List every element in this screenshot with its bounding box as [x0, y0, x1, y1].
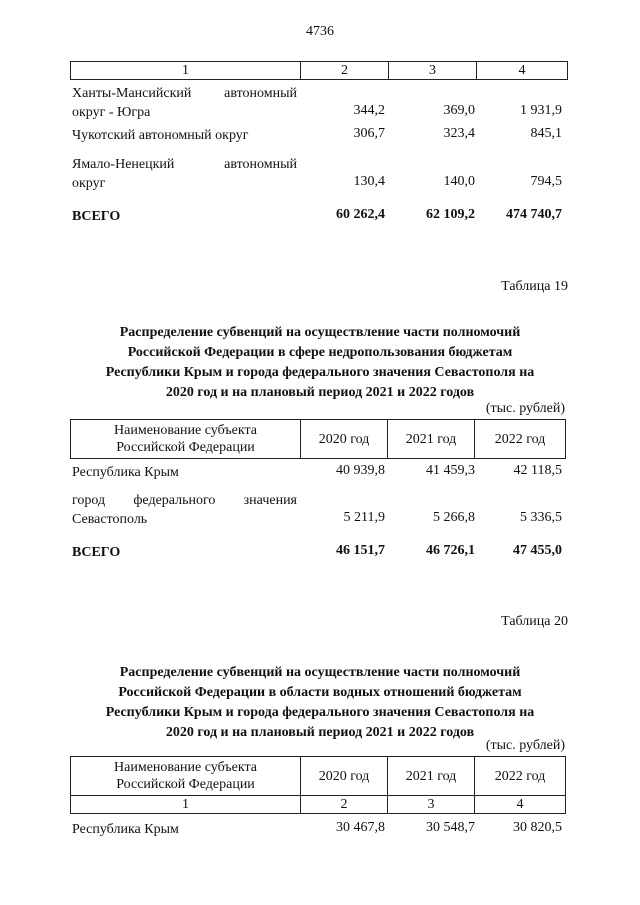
header-2021: 2021 год [388, 757, 475, 796]
table-20-header [70, 756, 566, 814]
value-2022: 1 931,9 [520, 103, 562, 118]
col-number-1: 1 [71, 62, 301, 80]
col-number-4: 4 [477, 62, 568, 80]
title-line: Республики Крым и города федерального значения Севастополя на [105, 365, 535, 380]
title-line: Республики Крым и города федерального значения Севастополя на [105, 705, 535, 720]
header-2022: 2022 год [475, 757, 566, 796]
total-row [70, 543, 565, 563]
total-row [70, 207, 565, 227]
total-2021: 46 726,1 [426, 543, 475, 558]
title-line: Российской Федерации в области водных отношений бюджетам [118, 685, 522, 700]
total-label: ВСЕГО [72, 545, 121, 560]
table-19-title [0, 323, 640, 403]
col-number-2: 2 [301, 796, 388, 814]
row-name-line1: город федерального значения [72, 493, 297, 508]
value-2020: 5 211,9 [343, 510, 385, 525]
row-name-line2: Севастополь [72, 512, 148, 527]
value-2022: 5 336,5 [520, 510, 562, 525]
header-subject [71, 757, 301, 796]
row-name-line1: Ямало-Ненецкий автономный [72, 157, 297, 172]
header-subject-line2: Российской Федерации [116, 777, 255, 792]
value-2021: 140,0 [443, 174, 475, 189]
value-2022: 794,5 [530, 174, 562, 189]
title-line: Распределение субвенций на осуществление части полномочий [119, 325, 521, 340]
total-2020: 46 151,7 [336, 543, 385, 558]
total-2022: 47 455,0 [513, 543, 562, 558]
table-20-label: Таблица 20 [501, 614, 568, 629]
table-19-header [70, 419, 566, 459]
header-2022: 2022 год [475, 420, 566, 459]
units-label: (тыс. рублей) [485, 738, 565, 753]
col-number-3: 3 [389, 62, 477, 80]
table-row [70, 820, 565, 840]
table-20-title [0, 663, 640, 743]
table-19-label: Таблица 19 [501, 279, 568, 294]
title-line: 2020 год и на плановый период 2021 и 2022 годов [165, 725, 475, 740]
value-2020: 344,2 [353, 103, 385, 118]
title-line: 2020 год и на плановый период 2021 и 2022 годов [165, 385, 475, 400]
value-2022: 30 820,5 [513, 820, 562, 835]
row-name: Республика Крым [72, 822, 179, 837]
header-subject-line1: Наименование субъекта [114, 423, 257, 438]
column-number-header [70, 61, 568, 80]
value-2020: 30 467,8 [336, 820, 385, 835]
value-2021: 5 266,8 [433, 510, 475, 525]
title-line: Российской Федерации в сфере недропользования бюджетам [127, 345, 513, 360]
header-2020: 2020 год [301, 420, 388, 459]
table-row [70, 463, 565, 483]
col-number-2: 2 [301, 62, 389, 80]
total-2020: 60 262,4 [336, 207, 385, 222]
row-name: Чукотский автономный округ [72, 128, 249, 143]
col-number-3: 3 [388, 796, 475, 814]
row-name-line2: округ [72, 176, 106, 191]
units-label: (тыс. рублей) [485, 401, 565, 416]
header-subject [71, 420, 301, 459]
value-2020: 306,7 [353, 126, 385, 141]
title-line: Распределение субвенций на осуществление части полномочий [119, 665, 521, 680]
table-row [70, 126, 565, 146]
total-2021: 62 109,2 [426, 207, 475, 222]
value-2021: 30 548,7 [426, 820, 475, 835]
table-row [70, 491, 565, 531]
total-2022: 474 740,7 [506, 207, 562, 222]
page-number: 4736 [306, 24, 334, 39]
col-number-4: 4 [475, 796, 566, 814]
value-2021: 369,0 [443, 103, 475, 118]
table-row [70, 84, 565, 124]
header-2021: 2021 год [388, 420, 475, 459]
value-2020: 40 939,8 [336, 463, 385, 478]
value-2021: 41 459,3 [426, 463, 475, 478]
table-row [70, 155, 565, 195]
row-name: Республика Крым [72, 465, 179, 480]
value-2021: 323,4 [443, 126, 475, 141]
header-subject-line1: Наименование субъекта [114, 760, 257, 775]
value-2022: 42 118,5 [513, 463, 562, 478]
header-2020: 2020 год [301, 757, 388, 796]
value-2022: 845,1 [530, 126, 562, 141]
value-2020: 130,4 [353, 174, 385, 189]
header-subject-line2: Российской Федерации [116, 440, 255, 455]
total-label: ВСЕГО [72, 209, 121, 224]
row-name-line2: округ - Югра [72, 105, 151, 120]
row-name-line1: Ханты-Мансийский автономный [72, 86, 297, 101]
col-number-1: 1 [71, 796, 301, 814]
